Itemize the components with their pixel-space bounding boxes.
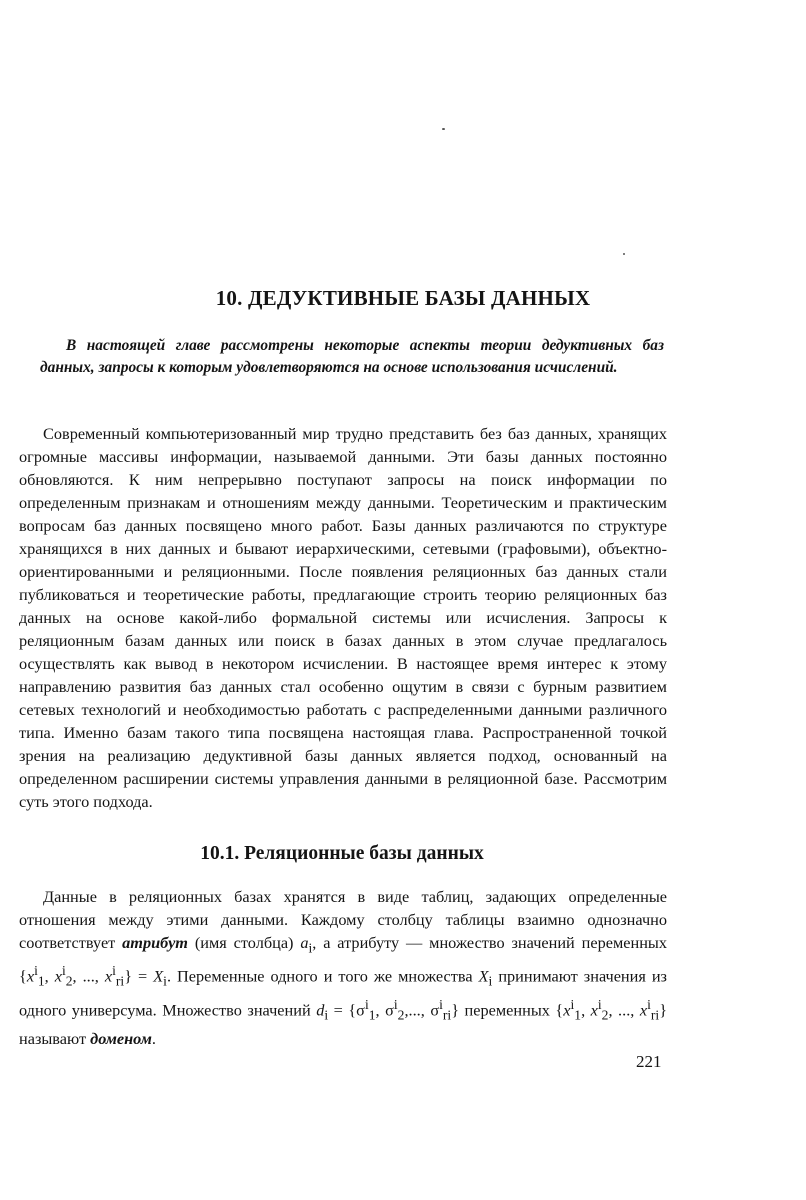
- term-attribute: атрибут: [122, 933, 188, 952]
- section-paragraph: Данные в реляционных базах хранятся в виде таблиц, задающих определенные отношения между этими данными. Каждому столбцу таблицы взаимно однозначно соответствует атрибут (имя столбца) $a_i$, а атрибуту — множество значений переменных {$x^i_1$, $x^i_2$, ..., $x^i_{ri}\} = X_i$. Переменные одного и того же множества $X_i$ принимают значения из одного универсума. Множество значений $d_i = \{\sigma^i_1$, $\sigma^i_2$,..., $\sigma^i_{ri}$} переменных {$x^i_1$, $x^i_2$, ..., $x^i_{ri}$} называют доменом.: [19, 887, 668, 1048]
- page-number: 221: [636, 1052, 662, 1071]
- intro-paragraph: Современный компьютеризованный мир трудно представить без баз данных, хранящих огромные массивы информации, называемой данными. Эти базы данных постоянно обновляются. К ним непрерывно поступают запросы на поиск информации по определенным признакам и отношениям между данными. Теоретическим и практическим вопросам баз данных посвящено много работ. Базы данных различаются по структуре хранящихся в них данных и бывают иерархическими, сетевыми (графовыми), объектно-ориентированными и реляционными. После появления реляционных баз данных стали публиковаться и теоретические работы, предлагающие строить теорию реляционных баз данных на основе какой-либо формальной системы или исчисления. Запросы к реляционным базам данных или поиск в базах данных в этом случае предлагалось осуществлять как вывод в некотором исчислении. В настоящее время интерес к этому направлению развития баз данных стал особенно ощутим в связи с бурным развитием сетевых технологий и необходимостью работать с распределенными данными различного типа. Именно базам такого типа посвящена настоящая глава. Распространенной точкой зрения на реализацию дедуктивной базы данных является подход, основанный на определенном расширении системы управления данными в реляционной базе. Рассмотрим суть этого подхода.: [19, 424, 667, 811]
- chapter-abstract: В настоящей главе рассмотрены некоторые аспекты теории дедуктивных баз данных, запросы к которым удовлетворяются на основе использования исчислений.: [40, 337, 664, 376]
- chapter-title: 10. ДЕДУКТИВНЫЕ БАЗЫ ДАННЫХ: [215, 286, 591, 310]
- scan-speck: [442, 128, 445, 130]
- term-domain: доменом: [90, 1028, 152, 1048]
- section-title: 10.1. Реляционные базы данных: [200, 843, 484, 864]
- scan-speck: [623, 253, 625, 255]
